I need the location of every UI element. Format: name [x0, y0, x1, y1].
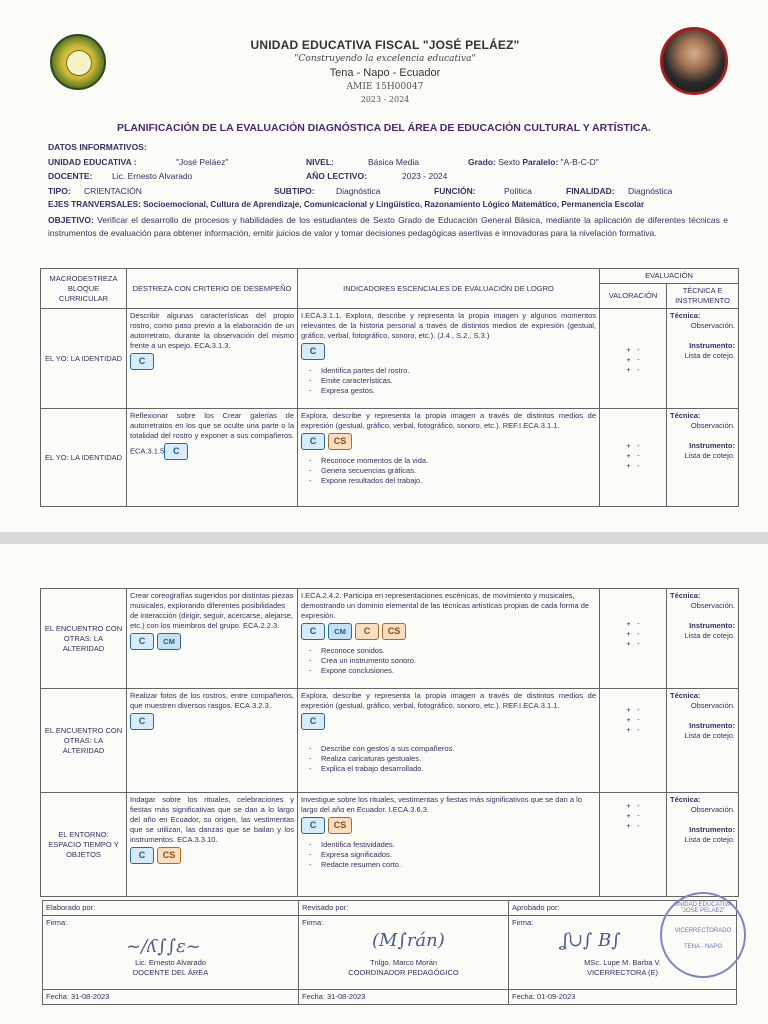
competency-badge-icon: C — [301, 343, 325, 360]
signature-scribble-icon: ʆ∪∫ B∫ — [562, 930, 621, 951]
social-badge-icon: CS — [382, 623, 406, 640]
competency-badge-icon: C — [301, 623, 325, 640]
evaluation-table-page-1 — [40, 268, 739, 507]
fecha-aprobado: Fecha: 01-09-2023 — [509, 990, 737, 1005]
info-tipo-value: CRIENTACIÓN — [84, 186, 142, 196]
header-tecnica: TÉCNICA E INSTRUMENTO — [667, 284, 739, 309]
signature-scribble-icon: (M∫rán) — [372, 930, 445, 951]
competency-badge-icon: C — [130, 847, 154, 864]
row-destreza: Realizar fotos de los rostros, entre compañeros, que muestren diversos rasgos. ECA.3.2.3. C — [127, 689, 298, 793]
fecha-elaborado: Fecha: 31-08-2023 — [43, 990, 299, 1005]
header-valoracion: VALORACIÓN — [600, 284, 667, 309]
list-item: - Expone conclusiones. — [321, 666, 596, 676]
social-badge-icon: CS — [157, 847, 181, 864]
info-ano-value: 2023 - 2024 — [402, 171, 448, 181]
social-badge-icon: CS — [328, 433, 352, 450]
revisado-role: COORDINADOR PEDAGÓGICO — [348, 968, 459, 977]
row-indicador: Explora, describe y representa la propia imagen a través de distintos medios de expresión (gestual, gráfico, verbal, fotográfico, sonoro, etc.). REF.I.ECA.3.1.1. C - Describe con gestos a sus compañeros. - Realiza caricaturas gestuales. - Explica el trabajo desarrollado. — [298, 689, 600, 793]
list-item: - Reconoce momentos de la vida. — [321, 456, 596, 466]
competency-badge-icon: C — [301, 817, 325, 834]
row-bloque: EL YO: LA IDENTIDAD — [41, 309, 127, 409]
school-motto: "Construyendo la excelencia educativa" — [294, 54, 476, 64]
indicator-list — [301, 456, 596, 486]
list-item: - Identifica festividades. — [321, 840, 596, 850]
school-seal-icon — [50, 34, 106, 90]
info-funcion-value: Política — [504, 186, 532, 196]
evaluation-table-page-2 — [40, 588, 739, 897]
list-item: - Crea un instrumento sonoro. — [321, 656, 596, 666]
row-bloque: EL ENCUENTRO CON OTRAS: LA ALTERIDAD — [41, 689, 127, 793]
elaborado-label: Elaborado por: — [43, 901, 299, 916]
list-item: - Expresa gestos. — [321, 386, 596, 396]
school-location: Tena - Napo - Ecuador — [329, 67, 441, 79]
vicerrectorado-stamp-icon: UNIDAD EDUCATIVA "JOSE PELAEZ" VICERRECTORADO TENA - NAPO — [660, 892, 746, 978]
row-indicador: Explora, describe y representa la propia imagen a través de distintos medios de expresión (gestual, gráfico, verbal, fotográfico, sonoro, etc.). REF.I.ECA.3.1.1. C CS - Reconoce momentos de la vida. - Genera secuencias gráficas. - Expone resultados del trabajo. — [298, 409, 600, 507]
indicator-list — [301, 366, 596, 396]
info-nivel-value: Básica Media — [368, 157, 420, 167]
social-badge-icon: CS — [328, 817, 352, 834]
competency-badge-icon: C — [164, 443, 188, 460]
row-tecnica: Técnica: Observación. Instrumento: Lista de cotejo. — [667, 309, 739, 409]
row-indicador: I.ECA.3.1.1. Explora, describe y representa la propia imagen y algunos momentos relevantes de la historia personal a través de distintos medios de expresión (gestual, gráfico, verbal, fotográfico, sonoro, etc.). (J.4., S.2., S.3.) C - Identifica partes del rostro. - Emite características. - Expresa gestos. — [298, 309, 600, 409]
row-indicador: Investigue sobre los rituales, vestimentas y fiestas más significativos que se dan a lo largo del año en Ecuador. I.ECA.3.6.3. C CS - Identifica festividades. - Expresa significados. - Redacte resumen corto. — [298, 793, 600, 897]
row-destreza: Indagar sobre los rituales, celebraciones y fiestas más significativas que se dan a lo largo del año en Ecuador, su origen, las vestimentas que se utilizan, las danzas que se bailan y los instrumentos. ECA.3.3.10. C CS — [127, 793, 298, 897]
indicator-list — [301, 646, 596, 676]
fecha-revisado: Fecha: 31-08-2023 — [299, 990, 509, 1005]
document-title: PLANIFICACIÓN DE LA EVALUACIÓN DIAGNÓSTICA DEL ÁREA DE EDUCACIÓN CULTURAL Y ARTÍSTICA. — [117, 122, 651, 134]
indicator-list — [301, 744, 596, 774]
competency-badge-icon: C — [130, 353, 154, 370]
list-item: - Identifica partes del rostro. — [321, 366, 596, 376]
list-item: - Expresa significados. — [321, 850, 596, 860]
aprobado-label: Aprobado por: — [509, 901, 737, 916]
info-ejes: EJES TRANVERSALES: Socioemocional, Cultura de Aprendizaje, Comunicacional y Lingüístico, Razonamiento Lógico Matemático, Permanencia Escolar — [48, 200, 645, 209]
signature-table — [42, 900, 737, 1005]
row-tecnica: Técnica: Observación. Instrumento: Lista de cotejo. — [667, 689, 739, 793]
row-destreza: Reflexionar sobre los Crear galerías de autorretratos en los que se oculte una parte o la totalidad del rostro y exponer a sus compañeros. ECA.3.1.5 C — [127, 409, 298, 507]
row-bloque: EL ENCUENTRO CON OTRAS: LA ALTERIDAD — [41, 589, 127, 689]
math-badge-icon: CM — [328, 623, 352, 640]
row-tecnica: Técnica: Observación. Instrumento: Lista de cotejo. — [667, 409, 739, 507]
header-evaluacion: EVALUACIÓN — [600, 269, 739, 284]
info-grado: Grado: Sexto Paralelo: "A-B-C-D" — [468, 157, 599, 167]
header-macro: MACRODESTREZA BLOQUE CURRICULAR — [41, 269, 127, 309]
revisado-signature: Firma: (M∫rán) Tnlgo. Marco Morán COORDINADOR PEDAGÓGICO — [299, 916, 509, 990]
aprobado-name: MSc. Lupe M. Barba V. — [584, 958, 661, 967]
row-bloque: EL ENTORNO: ESPACIO TIEMPO Y OBJETOS — [41, 793, 127, 897]
table-row — [41, 409, 739, 507]
row-destreza: Crear coreografías sugeridos por distintas piezas musicales, explorando diferentes posibilidades de interacción (dirigir, seguir, acercarse, alejarse, etc.) con los miembros del grupo. ECA.2.2.3. C CM — [127, 589, 298, 689]
info-finalidad-value: Diagnóstica — [628, 186, 673, 196]
competency-badge-icon: C — [355, 623, 379, 640]
page-2 — [0, 544, 768, 1024]
school-period: 2023 - 2024 — [360, 95, 410, 104]
info-docente-label: DOCENTE: — [48, 171, 93, 181]
list-item: - Redacte resumen corto. — [321, 860, 596, 870]
row-indicador: I.ECA.2.4.2. Participa en representaciones escénicas, de movimiento y musicales, demostrando un dominio elemental de las técnicas artísticas propias de cada forma de expresión. C CM C CS - Reconoce sonidos. - Crea un instrumento sonoro. - Expone conclusiones. — [298, 589, 600, 689]
info-heading: DATOS INFORMATIVOS: — [48, 142, 147, 152]
portrait-image — [660, 27, 728, 95]
row-valoracion: + - + - + - — [600, 689, 667, 793]
list-item: - Explica el trabajo desarrollado. — [321, 764, 596, 774]
row-valoracion: + - + - + - — [600, 409, 667, 507]
competency-badge-icon: C — [301, 713, 325, 730]
indicator-list — [301, 840, 596, 870]
elaborado-role: DOCENTE DEL ÁREA — [132, 968, 209, 977]
list-item: - Genera secuencias gráficas. — [321, 466, 596, 476]
info-subtipo-value: Diagnóstica — [336, 186, 381, 196]
info-nivel-label: NIVEL: — [306, 157, 334, 167]
row-valoracion: + - + - + - — [600, 309, 667, 409]
list-item: - Realiza caricaturas gestuales. — [321, 754, 596, 764]
info-subtipo-label: SUBTIPO: — [274, 186, 315, 196]
table-row — [41, 793, 739, 897]
list-item: - Emite características. — [321, 376, 596, 386]
info-funcion-label: FUNCIÓN: — [434, 186, 476, 196]
row-tecnica: Técnica: Observación. Instrumento: Lista de cotejo. — [667, 793, 739, 897]
row-bloque: EL YO: LA IDENTIDAD — [41, 409, 127, 507]
math-badge-icon: CM — [157, 633, 181, 650]
table-row — [41, 689, 739, 793]
info-ano-label: AÑO LECTIVO: — [306, 171, 367, 181]
list-item: - Describe con gestos a sus compañeros. — [321, 744, 596, 754]
school-name: UNIDAD EDUCATIVA FISCAL "JOSÉ PELÁEZ" — [250, 38, 520, 52]
table-row — [41, 309, 739, 409]
competency-badge-icon: C — [301, 433, 325, 450]
info-tipo-label: TIPO: — [48, 186, 71, 196]
elaborado-name: Lic. Ernesto Alvarado — [135, 958, 206, 967]
info-unidad-label: UNIDAD EDUCATIVA : — [48, 157, 137, 167]
info-finalidad-label: FINALIDAD: — [566, 186, 615, 196]
aprobado-role: VICERRECTORA (E) — [586, 968, 659, 977]
list-item: - Reconoce sonidos. — [321, 646, 596, 656]
row-valoracion: + - + - + - — [600, 589, 667, 689]
info-docente-value: Lic. Ernesto Alvarado — [112, 171, 193, 181]
table-row — [41, 589, 739, 689]
revisado-label: Revisado por: — [299, 901, 509, 916]
elaborado-signature: Firma: ~/ʎ∫∫ɛ~ Lic. Ernesto Alvarado DOCENTE DEL ÁREA — [43, 916, 299, 990]
info-objetivo: OBJETIVO: Verificar el desarrollo de procesos y habilidades de los estudiantes de Sexto Grado de Educación General Básica, mediante la aplicación de diferentes técnicas e instrumentos de evaluación para obtener información, emitir juicios de valor y tomar decisiones pedagógicas asertivas e innovadoras para la nivelación formativa. — [48, 215, 728, 238]
aprobado-signature: Firma: ʆ∪∫ B∫ MSc. Lupe M. Barba V. VICERRECTORA (E) — [509, 916, 737, 990]
row-destreza: Describir algunas características del propio rostro, como paso previo a la elaboración de un autorretrato, durante la observación del mismo frente a un espejo. ECA.3.1.3. C — [127, 309, 298, 409]
info-unidad-value: "José Peláez" — [176, 157, 229, 167]
header-destreza: DESTREZA CON CRITERIO DE DESEMPEÑO — [127, 269, 298, 309]
row-tecnica: Técnica: Observación. Instrumento: Lista de cotejo. — [667, 589, 739, 689]
list-item: - Expone resultados del trabajo. — [321, 476, 596, 486]
school-amie: AMIE 15H00047 — [346, 82, 424, 92]
header-indicadores: INDICADORES ESCENCIALES DE EVALUACIÓN DE LOGRO — [298, 269, 600, 309]
row-valoracion: + - + - + - — [600, 793, 667, 897]
competency-badge-icon: C — [130, 633, 154, 650]
revisado-name: Tnlgo. Marco Morán — [369, 958, 438, 967]
competency-badge-icon: C — [130, 713, 154, 730]
signature-scribble-icon: ~/ʎ∫∫ɛ~ — [126, 936, 201, 957]
